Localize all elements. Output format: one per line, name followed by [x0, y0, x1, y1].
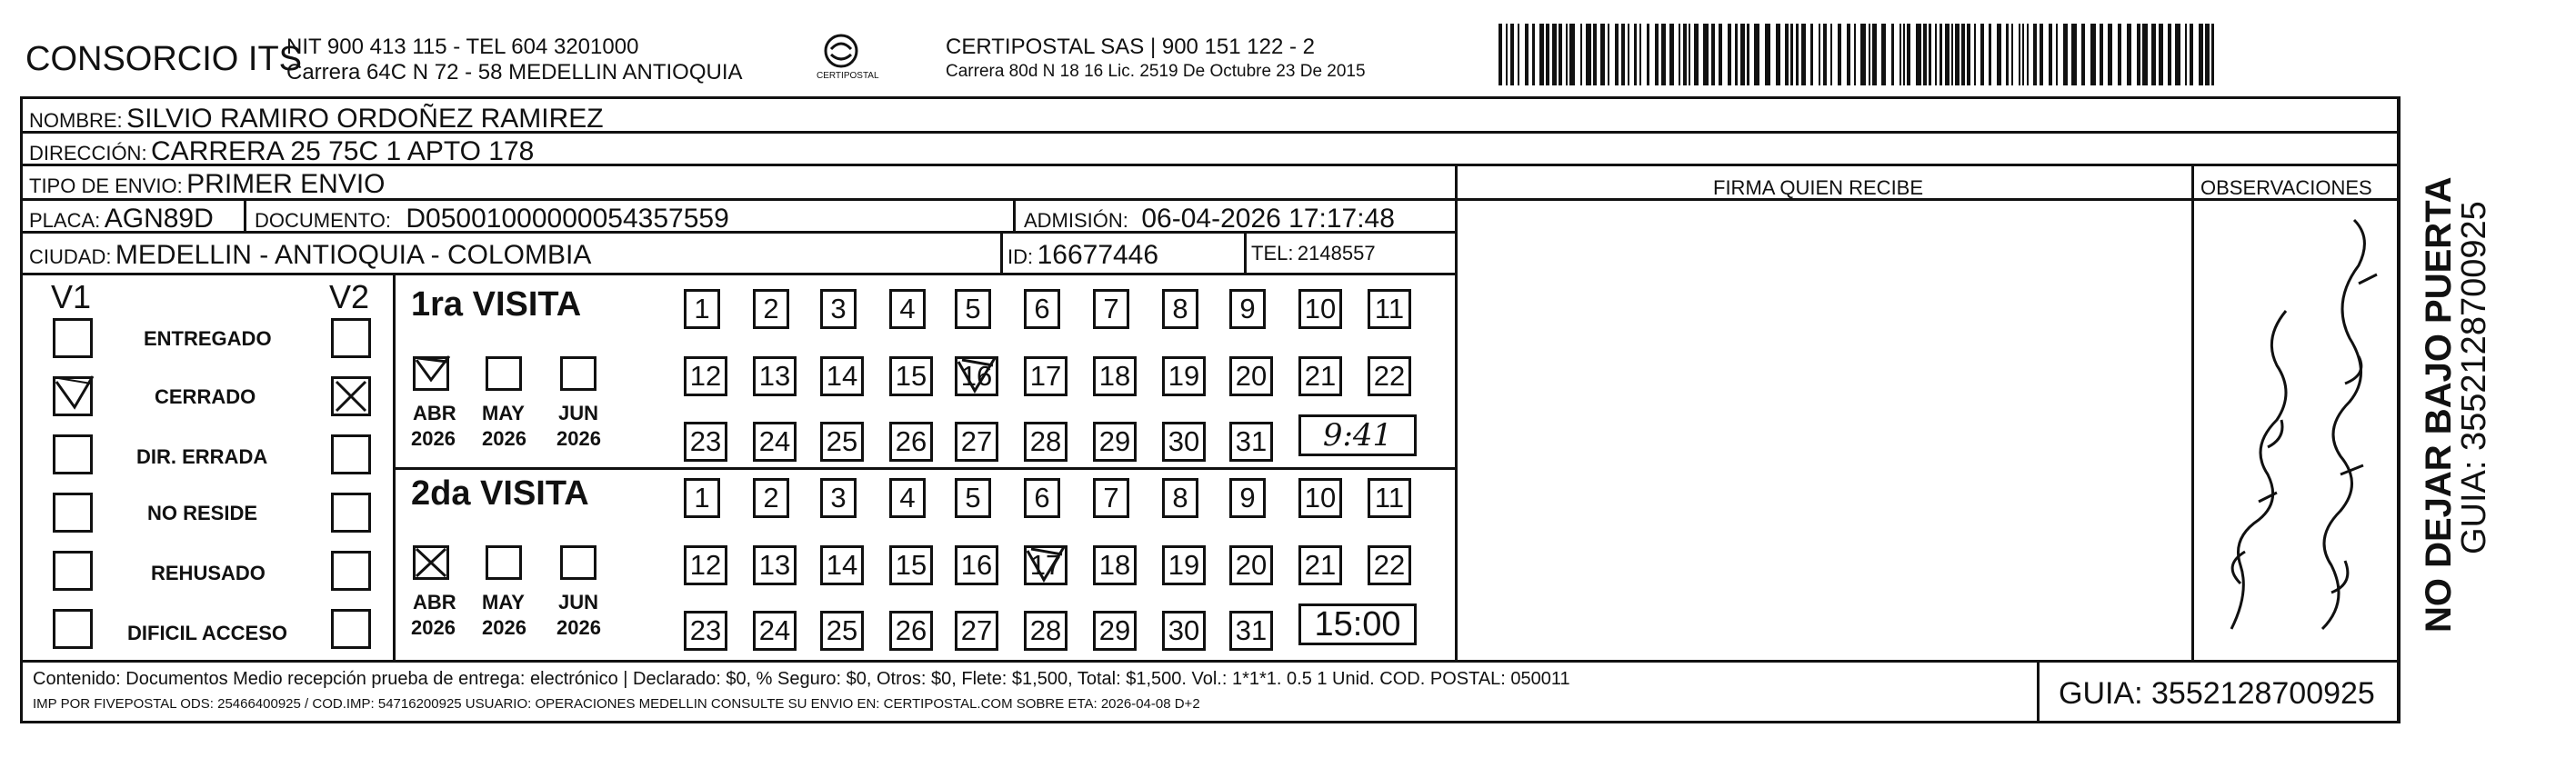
visit2-day-1[interactable]: 1: [684, 478, 720, 518]
visit1-day-12[interactable]: 12: [684, 356, 727, 396]
visit2-day-31[interactable]: 31: [1229, 611, 1273, 651]
visit1-day-2[interactable]: 2: [753, 289, 789, 329]
ciudad-label: CIUDAD:: [29, 245, 112, 268]
v2-dir-errada-checkbox[interactable]: [331, 434, 371, 474]
v1-label: V1: [51, 278, 92, 315]
visit1-day-26[interactable]: 26: [889, 422, 933, 462]
visit1-day-13[interactable]: 13: [753, 356, 797, 396]
visit1-month-jun: JUN: [558, 402, 599, 424]
v2-dificil-acceso-checkbox[interactable]: [331, 609, 371, 649]
visit2-day-2[interactable]: 2: [753, 478, 789, 518]
visit1-day-9[interactable]: 9: [1229, 289, 1266, 329]
observaciones-handwriting: [2195, 202, 2395, 658]
visit2-day-3[interactable]: 3: [820, 478, 857, 518]
visit1-time: 9:41: [1322, 417, 1393, 454]
visit2-day-14[interactable]: 14: [820, 545, 864, 585]
visit1-day-20[interactable]: 20: [1229, 356, 1273, 396]
v1-cerrado-check-mark: [49, 371, 100, 422]
footer-guia: GUIA: 3552128700925: [2059, 676, 2375, 711]
visit2-month-abr: ABR: [413, 591, 456, 613]
visit1-month-may-checkbox[interactable]: [486, 356, 522, 391]
status-cerrado: CERRADO: [155, 385, 256, 408]
ciudad-value: MEDELLIN - ANTIOQUIA - COLOMBIA: [115, 240, 592, 270]
tipo-envio-label: TIPO DE ENVIO:: [29, 175, 183, 197]
visit2-day-17-check-mark: [1022, 544, 1069, 587]
visit2-day-15[interactable]: 15: [889, 545, 933, 585]
visit1-day-24[interactable]: 24: [753, 422, 797, 462]
admision-label: ADMISIÓN:: [1024, 209, 1128, 232]
id-label: ID:: [1007, 245, 1034, 268]
visit2-day-4[interactable]: 4: [889, 478, 926, 518]
visit1-day-19[interactable]: 19: [1162, 356, 1206, 396]
visit1-time-box[interactable]: [1298, 414, 1417, 456]
visit2-day-8[interactable]: 8: [1162, 478, 1198, 518]
visit2-year-may: 2026: [482, 616, 526, 639]
visit1-day-21[interactable]: 21: [1298, 356, 1342, 396]
visit2-day-29[interactable]: 29: [1093, 611, 1137, 651]
v2-label: V2: [329, 278, 370, 315]
tipo-envio-value: PRIMER ENVIO: [186, 169, 386, 199]
visit1-day-4[interactable]: 4: [889, 289, 926, 329]
visit1-day-1[interactable]: 1: [684, 289, 720, 329]
visit1-day-10[interactable]: 10: [1298, 289, 1342, 329]
visit1-day-5[interactable]: 5: [955, 289, 991, 329]
v2-entregado-checkbox[interactable]: [331, 318, 371, 358]
visit2-day-20[interactable]: 20: [1229, 545, 1273, 585]
direccion-label: DIRECCIÓN:: [29, 142, 147, 165]
visit2-day-11[interactable]: 11: [1368, 478, 1411, 518]
visit1-day-17[interactable]: 17: [1024, 356, 1067, 396]
v2-no-reside-checkbox[interactable]: [331, 493, 371, 533]
visit1-title: 1ra VISITA: [411, 285, 582, 324]
visit1-day-7[interactable]: 7: [1093, 289, 1129, 329]
nombre-value: SILVIO RAMIRO ORDOÑEZ RAMIREZ: [126, 104, 604, 134]
visit1-day-30[interactable]: 30: [1162, 422, 1206, 462]
documento-label: DOCUMENTO:: [255, 209, 391, 232]
placa-label: PLACA:: [29, 209, 101, 232]
visit2-day-30[interactable]: 30: [1162, 611, 1206, 651]
visit1-day-16-check-mark: [953, 354, 1000, 398]
visit2-day-12[interactable]: 12: [684, 545, 727, 585]
nit-line: NIT 900 413 115 - TEL 604 3201000: [286, 35, 639, 59]
visit2-month-jun-checkbox[interactable]: [560, 545, 596, 580]
side-guia: GUIA: 3552128700925: [2455, 201, 2493, 554]
documento-value: D05001000000054357559: [406, 204, 729, 234]
visit2-day-19[interactable]: 19: [1162, 545, 1206, 585]
firma-area[interactable]: [1458, 202, 2190, 658]
visit2-day-6[interactable]: 6: [1024, 478, 1060, 518]
admision-value: 06-04-2026 17:17:48: [1141, 204, 1395, 234]
barcode: [1498, 24, 2222, 85]
status-rehusado: REHUSADO: [151, 562, 266, 584]
visit2-day-21[interactable]: 21: [1298, 545, 1342, 585]
visit1-day-23[interactable]: 23: [684, 422, 727, 462]
v1-entregado-checkbox[interactable]: [53, 318, 93, 358]
visit1-day-22[interactable]: 22: [1368, 356, 1411, 396]
visit2-day-26[interactable]: 26: [889, 611, 933, 651]
visit2-day-13[interactable]: 13: [753, 545, 797, 585]
visit1-day-16[interactable]: 16: [955, 356, 998, 396]
visit2-month-jun: JUN: [558, 591, 599, 613]
visit1-year-jun: 2026: [556, 427, 601, 450]
visit2-day-22[interactable]: 22: [1368, 545, 1411, 585]
visit1-month-abr: ABR: [413, 402, 456, 424]
visit2-day-24[interactable]: 24: [753, 611, 797, 651]
visit2-title: 2da VISITA: [411, 474, 589, 513]
visit1-year-abr: 2026: [411, 427, 456, 450]
visit1-day-8[interactable]: 8: [1162, 289, 1198, 329]
visit1-month-may: MAY: [482, 402, 525, 424]
visit2-day-17[interactable]: 17: [1024, 545, 1067, 585]
visit1-day-31[interactable]: 31: [1229, 422, 1273, 462]
visit2-month-may-checkbox[interactable]: [486, 545, 522, 580]
visit2-day-5[interactable]: 5: [955, 478, 991, 518]
tel-label: TEL:: [1251, 242, 1294, 264]
address-line: Carrera 64C N 72 - 58 MEDELLIN ANTIOQUIA: [286, 60, 743, 85]
tel-value: 2148557: [1297, 242, 1376, 264]
certipostal-line1: CERTIPOSTAL SAS | 900 151 122 - 2: [946, 35, 1315, 59]
visit2-day-18[interactable]: 18: [1093, 545, 1137, 585]
visit1-year-may: 2026: [482, 427, 526, 450]
footer-imp: IMP POR FIVEPOSTAL ODS: 25466400925 / COD.IMP: 54716200925 USUARIO: OPERACIONES MEDELLIN CONSULTE SU ENVIO EN: CERTIPOSTAL.COM SOBRE ETA: 2026-04-08 D+2: [33, 696, 1200, 712]
visit2-day-23[interactable]: 23: [684, 611, 727, 651]
status-dir-errada: DIR. ERRADA: [136, 445, 268, 468]
visit2-day-16[interactable]: 16: [955, 545, 998, 585]
status-entregado: ENTREGADO: [144, 327, 272, 350]
visit1-day-11[interactable]: 11: [1368, 289, 1411, 329]
v1-no-reside-checkbox[interactable]: [53, 493, 93, 533]
certipostal-line2: Carrera 80d N 18 16 Lic. 2519 De Octubre 23 De 2015: [946, 62, 1366, 81]
visit1-day-3[interactable]: 3: [820, 289, 857, 329]
v1-rehusado-checkbox[interactable]: [53, 551, 93, 591]
visit1-abr-check-mark: [411, 353, 453, 393]
visit2-day-10[interactable]: 10: [1298, 478, 1342, 518]
visit2-day-9[interactable]: 9: [1229, 478, 1266, 518]
status-dificil-acceso: DIFICIL ACCESO: [127, 622, 288, 644]
visit2-day-25[interactable]: 25: [820, 611, 864, 651]
v2-rehusado-checkbox[interactable]: [331, 551, 371, 591]
visit1-day-6[interactable]: 6: [1024, 289, 1060, 329]
id-value: 16677446: [1037, 240, 1159, 270]
visit1-day-28[interactable]: 28: [1024, 422, 1067, 462]
v1-dir-errada-checkbox[interactable]: [53, 434, 93, 474]
visit2-year-jun: 2026: [556, 616, 601, 639]
visit2-month-may: MAY: [482, 591, 525, 613]
visit2-year-abr: 2026: [411, 616, 456, 639]
nombre-label: NOMBRE:: [29, 109, 123, 132]
visit1-month-jun-checkbox[interactable]: [560, 356, 596, 391]
side-no-dejar: NO DEJAR BAJO PUERTA: [2419, 176, 2459, 633]
visit1-day-14[interactable]: 14: [820, 356, 864, 396]
status-no-reside: NO RESIDE: [147, 502, 258, 524]
visit2-day-7[interactable]: 7: [1093, 478, 1129, 518]
firma-header: FIRMA QUIEN RECIBE: [1713, 176, 1924, 199]
visit1-day-15[interactable]: 15: [889, 356, 933, 396]
footer-contenido: Contenido: Documentos Medio recepción prueba de entrega: electrónico | Declarado: $0, % Seguro: $0, Otros: $0, Flete: $1,500, Total: $1,500. Vol.: 1*1*1. 0.5 1 Unid. COD. POSTAL: 050011: [33, 669, 1570, 689]
visit2-abr-check-mark: [413, 545, 449, 580]
observaciones-header: OBSERVACIONES: [2200, 176, 2372, 199]
v2-cerrado-check-mark: [331, 376, 371, 416]
certipostal-logo: [809, 31, 879, 87]
company-name: CONSORCIO ITS: [25, 40, 303, 78]
v1-dificil-acceso-checkbox[interactable]: [53, 609, 93, 649]
logo-caption: CERTIPOSTAL: [817, 71, 879, 81]
visit1-day-18[interactable]: 18: [1093, 356, 1137, 396]
visit1-day-25[interactable]: 25: [820, 422, 864, 462]
direccion-value: CARRERA 25 75C 1 APTO 178: [151, 136, 535, 166]
visit2-day-28[interactable]: 28: [1024, 611, 1067, 651]
visit1-day-29[interactable]: 29: [1093, 422, 1137, 462]
visit2-time-box[interactable]: [1298, 603, 1417, 645]
visit1-day-27[interactable]: 27: [955, 422, 998, 462]
placa-value: AGN89D: [104, 204, 214, 234]
visit2-day-27[interactable]: 27: [955, 611, 998, 651]
observaciones-area[interactable]: [2195, 202, 2395, 658]
visit2-time: 15:00: [1314, 604, 1401, 643]
